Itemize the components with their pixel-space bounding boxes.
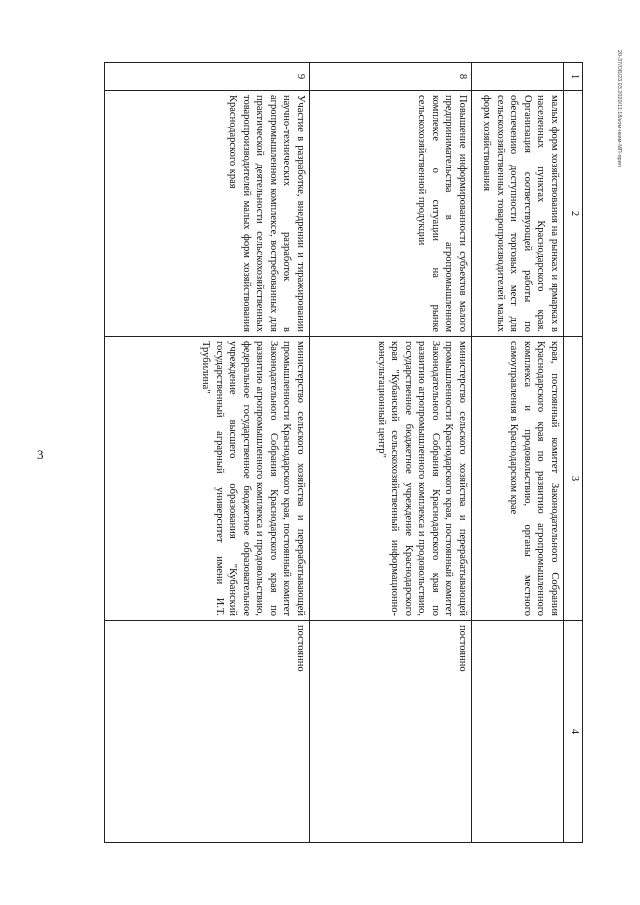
table-row (472, 63, 564, 843)
header-cell-1: 1 (564, 63, 583, 91)
row-measure: малых форм хозяйствования на рынках и ярмарках в населенных пунктах Краснодарского края. Организация соответствующей работы по обеспечению доступности торговых мест для сельскохозяйственных товаропроизводителей малых форм хозяйствования (472, 91, 564, 337)
row-number (472, 63, 564, 91)
table-header-row (564, 63, 583, 843)
document-stamp-text: 20-37/ОБ/23.03.2020/11:18/ком-нким-МП-прил (616, 50, 622, 167)
row-term (472, 621, 564, 843)
table-row (105, 63, 310, 843)
header-cell-2: 2 (564, 91, 583, 337)
document-stamp (610, 50, 622, 830)
row-number: 8 (310, 63, 472, 91)
row-measure: Повышение информированности субъектов малого предпринимательства в агропромышленном комплексе о ситуации на рынке сельскохозяйственной продукции (310, 91, 472, 337)
row-number: 9 (105, 63, 310, 91)
header-cell-4: 4 (564, 621, 583, 843)
row-executors: министерство сельского хозяйства и перерабатывающей промышленности Краснодарского края, постоянный комитет Законодательного Собрания Краснодарского края по развитию агропромышленного комплекса и продовольствию, государственное бюджетное учреждение Краснодарского края "Кубанский сельскохозяйственный информационно-консультационный центр" (310, 337, 472, 621)
rotated-table-wrapper (107, 62, 583, 842)
row-executors: края, постоянный комитет Законодательного Собрания Краснодарского края по развитию агропромышленного комплекса и продовольствию, органы местного самоуправления в Краснодарском крае (472, 337, 564, 621)
header-cell-3: 3 (564, 337, 583, 621)
table-row (310, 63, 472, 843)
page-number: 3 (37, 447, 44, 462)
row-measure: Участие в разработке, внедрении и тиражировании научно-технических разработок в агропромышленном комплексе, востребованных для практической деятельности сельскохозяйственных товаропроизводителей малых форм хозяйствования Краснодарского края (105, 91, 310, 337)
row-executors: министерство сельского хозяйства и перерабатывающей промышленности Краснодарского края, постоянный комитет Законодательного Собрания Краснодарского края по развитию агропромышленного комплекса и продовольствию, федеральное государственное бюджетное образовательное учреждение высшего образования "Кубанский государственный аграрный университет имени И.Т. Трубилина" (105, 337, 310, 621)
row-term: постоянно (310, 621, 472, 843)
row-term: постоянно (105, 621, 310, 843)
measures-table (104, 62, 583, 843)
